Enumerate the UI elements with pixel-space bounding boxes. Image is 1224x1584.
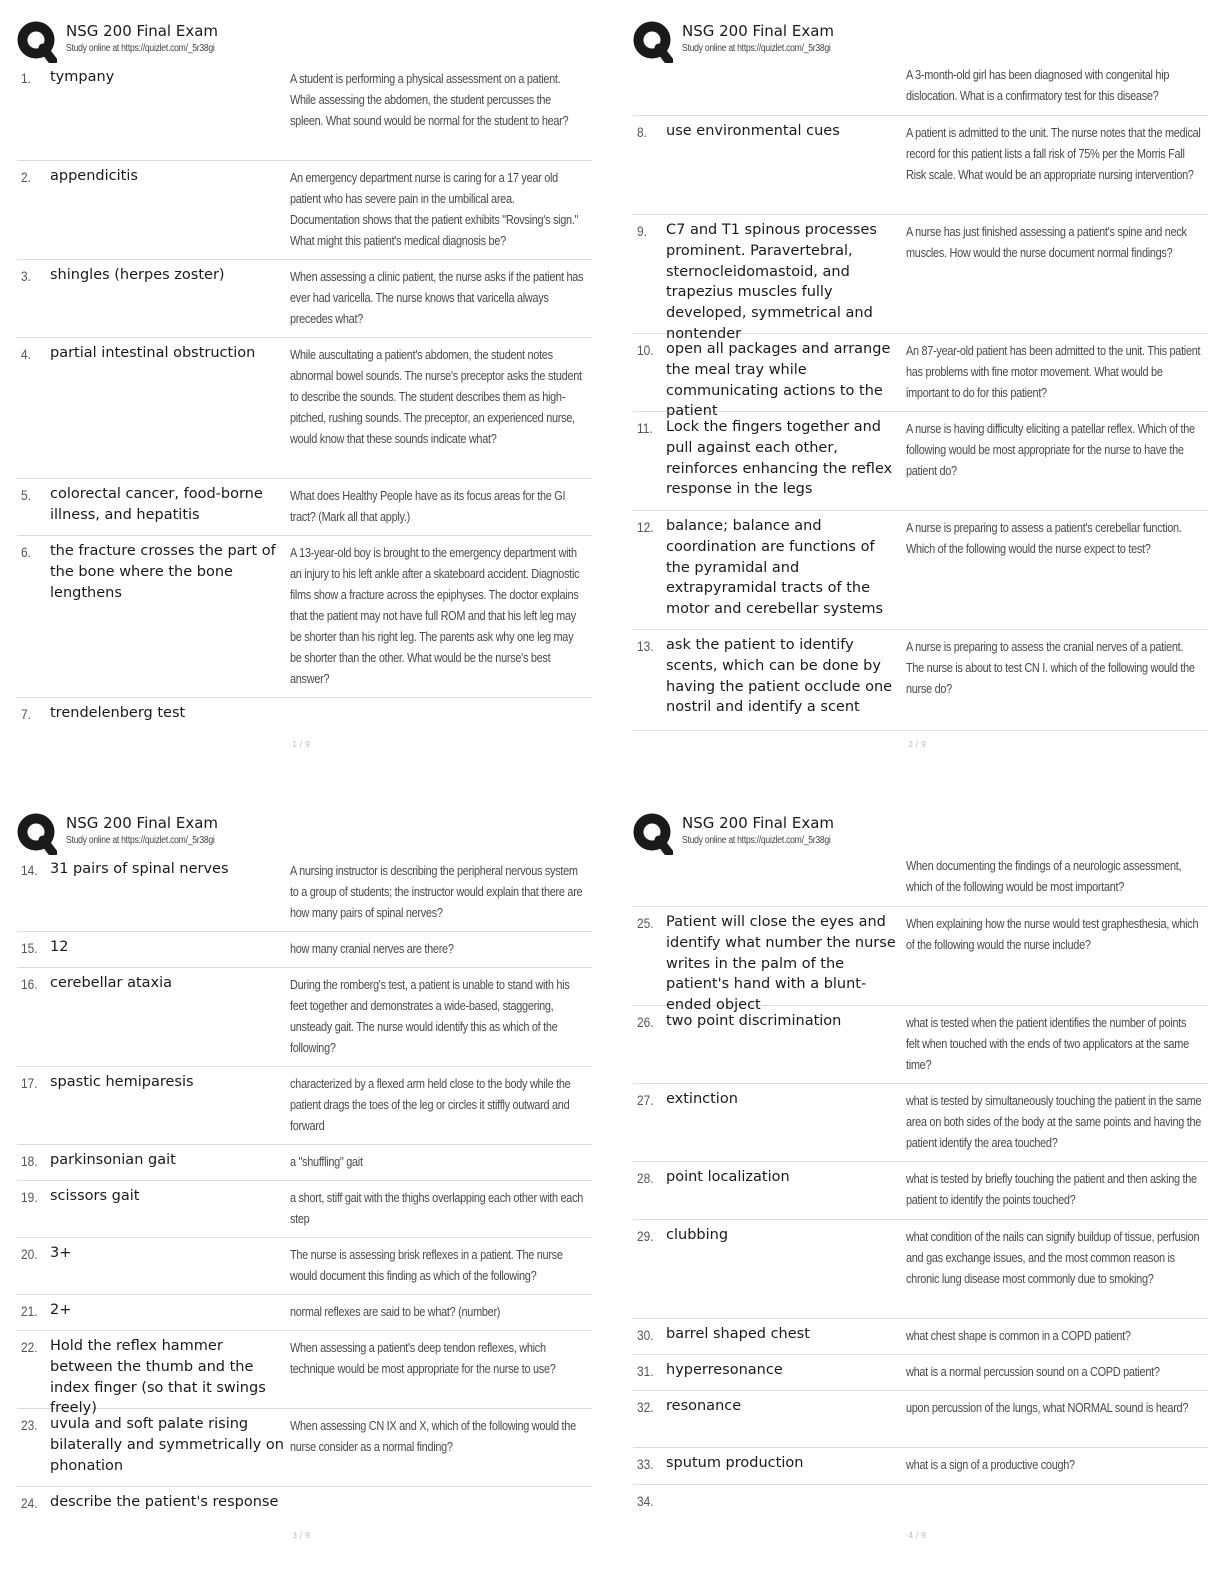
item-definition: what chest shape is common in a COPD patient?	[906, 1328, 1131, 1343]
page-2	[633, 18, 1208, 749]
item-number: 9.	[637, 223, 647, 239]
page-number: 3 / 9	[292, 1531, 310, 1540]
page-subtitle: Study online at https://quizlet.com/_5r38gi	[66, 43, 215, 54]
list-item	[633, 1355, 1208, 1391]
item-number: 19.	[21, 1189, 38, 1205]
list-item	[633, 1391, 1208, 1448]
page-header	[633, 810, 1208, 854]
page-subtitle: Study online at https://quizlet.com/_5r38gi	[66, 835, 215, 846]
item-number: 31.	[637, 1363, 654, 1379]
item-definition: upon percussion of the lungs, what NORMAL sound is heard?	[906, 1400, 1189, 1415]
item-definition: what is tested when the patient identifies the number of points felt when touched with the ends of two applicators at the same time?	[906, 1015, 1189, 1072]
item-definition: A nurse is having difficulty eliciting a patellar reflex. Which of the following would be most appropriate for the nurse to have the patient do?	[906, 421, 1195, 478]
list-item	[633, 412, 1208, 511]
item-definition: A nurse is preparing to assess the cranial nerves of a patient. The nurse is about to test CN I. which of the following would the nurse do?	[906, 639, 1195, 696]
list-item	[633, 215, 1208, 342]
list-item	[17, 1409, 592, 1487]
item-term: hyperresonance	[666, 1362, 783, 1378]
item-term: trendelenberg test	[50, 705, 186, 721]
page-subtitle: Study online at https://quizlet.com/_5r38gi	[682, 835, 831, 846]
item-definition: What does Healthy People have as its focus areas for the GI tract? (Mark all that apply.)	[290, 488, 566, 524]
item-term: 31 pairs of spinal nerves	[50, 861, 229, 877]
item-definition: A student is performing a physical assessment on a patient. While assessing the abdomen, the student percusses the spleen. What sound would be normal for the student to hear?	[290, 71, 569, 128]
item-definition: what is a sign of a productive cough?	[906, 1457, 1075, 1472]
item-definition: A patient is admitted to the unit. The nurse notes that the medical record for this patient lists a fall risk of 75% per the Morris Fall Risk scale. What would be an appropriate nursing intervention?	[906, 125, 1201, 182]
item-number: 14.	[21, 862, 38, 878]
item-number: 12.	[637, 519, 654, 535]
item-term: cerebellar ataxia	[50, 975, 173, 991]
list-item	[17, 854, 592, 932]
item-term: Patient will close the eyes and identify what number the nurse writes in the palm of the patient's hand with a blunt-ended object	[666, 914, 896, 1014]
item-term: 2+	[50, 1302, 72, 1318]
item-term: C7 and T1 spinous processes prominent. Paravertebral, sternocleidomastoid, and trapezius muscles fully developed, symmetrical and nontender	[666, 222, 877, 342]
item-number: 8.	[637, 124, 647, 140]
item-definition: When assessing a patient's deep tendon reflexes, which technique would be most appropriate for the nurse to use?	[290, 1340, 556, 1376]
item-definition: what is a normal percussion sound on a COPD patient?	[906, 1364, 1160, 1379]
item-definition: The nurse is assessing brisk reflexes in a patient. The nurse would document this finding as which of the following?	[290, 1247, 563, 1283]
item-term: describe the patient's response	[50, 1494, 279, 1510]
list-item	[633, 511, 1208, 630]
item-term: 12	[50, 939, 69, 955]
item-term: the fracture crosses the part of the bone where the bone lengthens	[50, 543, 276, 601]
item-number: 3.	[21, 268, 31, 284]
list-item	[633, 1448, 1208, 1485]
list-item	[633, 1220, 1208, 1319]
item-definition: A 13-year-old boy is brought to the emergency department with an injury to his left ankle after a skateboard accident. Diagnostic films show a fracture across the epiphyses. The doctor explains that the patient may not have full ROM and that his left leg may be shorter than his right leg. The parents ask why one leg may be shorter than the other. What would be the nurse's best answer?	[290, 545, 580, 686]
list-item	[17, 338, 592, 479]
list-item	[17, 479, 592, 536]
item-definition: A nursing instructor is describing the peripheral nervous system to a group of students; the instructor would explain that there are how many pairs of spinal nerves?	[290, 863, 583, 920]
list-item	[17, 1487, 592, 1523]
item-number: 23.	[21, 1417, 38, 1433]
page-title: NSG 200 Final Exam	[66, 814, 219, 832]
item-number: 7.	[21, 706, 31, 722]
item-term: shingles (herpes zoster)	[50, 267, 225, 283]
list-item	[633, 1084, 1208, 1162]
list-item	[633, 630, 1208, 731]
list-item	[17, 698, 592, 734]
item-term: barrel shaped chest	[666, 1326, 810, 1342]
item-definition: An 87-year-old patient has been admitted to the unit. This patient has problems with fine motor movement. What would be important to do for this patient?	[906, 343, 1201, 400]
page-title: NSG 200 Final Exam	[682, 22, 835, 40]
item-term: ask the patient to identify scents, which can be done by having the patient occlude one nostril and identify a scent	[666, 637, 893, 716]
quizlet-logo-icon	[633, 813, 673, 855]
list-item	[633, 334, 1208, 420]
item-number: 34.	[637, 1493, 654, 1509]
page-1	[17, 18, 592, 749]
list-item	[633, 854, 1208, 907]
list-item	[17, 260, 592, 338]
page-header	[633, 18, 1208, 62]
item-number: 13.	[637, 638, 654, 654]
item-definition: characterized by a flexed arm held close to the body while the patient drags the toes of the leg or circles it stiffly outward and forward	[290, 1076, 571, 1133]
item-term: uvula and soft palate rising bilaterally and symmetrically on phonation	[50, 1416, 284, 1474]
item-definition: normal reflexes are said to be what? (number)	[290, 1304, 501, 1319]
list-item	[17, 1145, 592, 1181]
page-title: NSG 200 Final Exam	[66, 22, 219, 40]
item-term: Lock the fingers together and pull against each other, reinforces enhancing the reflex response in the legs	[666, 419, 893, 498]
item-definition: While auscultating a patient's abdomen, the student notes abnormal bowel sounds. The nurse's preceptor asks the student to describe the sounds. The student describes them as high-pitched, rushing sounds. The preceptor, an experienced nurse, would know that these sounds indicate what?	[290, 347, 582, 446]
item-number: 32.	[637, 1399, 654, 1415]
item-definition: what condition of the nails can signify buildup of tissue, perfusion and gas exchange issues, and the most common reason is chronic lung disease most commonly due to smoking?	[906, 1229, 1200, 1286]
item-term: two point discrimination	[666, 1013, 842, 1029]
item-number: 18.	[21, 1153, 38, 1169]
list-item	[17, 932, 592, 968]
item-term: scissors gait	[50, 1188, 140, 1204]
item-term: open all packages and arrange the meal tray while communicating actions to the patient	[666, 341, 891, 420]
item-number: 28.	[637, 1170, 654, 1186]
item-definition: A 3-month-old girl has been diagnosed with congenital hip dislocation. What is a confirmatory test for this disease?	[906, 67, 1170, 103]
item-term: Hold the reflex hammer between the thumb and the index finger (so that it swings freely)	[50, 1338, 266, 1417]
list-item	[633, 1006, 1208, 1084]
page-number: 4 / 9	[908, 1531, 926, 1540]
list-item	[633, 907, 1208, 1014]
item-number: 20.	[21, 1246, 38, 1262]
page-number: 2 / 9	[908, 740, 926, 749]
list-item	[17, 1295, 592, 1331]
quizlet-logo-icon	[17, 813, 57, 855]
page-3	[17, 810, 592, 1540]
item-number: 2.	[21, 169, 31, 185]
list-item	[17, 536, 592, 698]
item-definition: A nurse has just finished assessing a patient's spine and neck muscles. How would the nurse document normal findings?	[906, 224, 1187, 260]
item-definition: When assessing CN IX and X, which of the following would the nurse consider as a normal finding?	[290, 1418, 576, 1454]
list-item	[17, 968, 592, 1067]
list-item	[633, 1162, 1208, 1220]
list-item	[633, 62, 1208, 116]
list-item	[17, 1067, 592, 1145]
list-item	[17, 1181, 592, 1238]
item-term: use environmental cues	[666, 123, 840, 139]
item-number: 10.	[637, 342, 654, 358]
item-number: 27.	[637, 1092, 654, 1108]
list-item	[633, 116, 1208, 215]
item-definition: what is tested by briefly touching the patient and then asking the patient to identify the points touched?	[906, 1171, 1197, 1207]
item-definition: a "shuffling" gait	[290, 1154, 363, 1169]
item-definition: When explaining how the nurse would test graphesthesia, which of the following would the nurse include?	[906, 916, 1199, 952]
list-item	[633, 1319, 1208, 1355]
item-term: resonance	[666, 1398, 742, 1414]
quizlet-logo-icon	[17, 21, 57, 63]
item-term: 3+	[50, 1245, 72, 1261]
list-item	[17, 1331, 592, 1417]
item-definition: A nurse is preparing to assess a patient's cerebellar function. Which of the following would the nurse expect to test?	[906, 520, 1182, 556]
item-term: point localization	[666, 1169, 790, 1185]
item-number: 26.	[637, 1014, 654, 1030]
item-definition: how many cranial nerves are there?	[290, 941, 454, 956]
item-definition: a short, stiff gait with the thighs overlapping each other with each step	[290, 1190, 584, 1226]
item-term: clubbing	[666, 1227, 729, 1243]
item-definition: An emergency department nurse is caring for a 17 year old patient who has severe pain in the umbilical area. Documentation shows that the patient exhibits "Rovsing's sign." What might this patient's medical diagnosis be?	[290, 170, 579, 248]
item-term: colorectal cancer, food-borne illness, and hepatitis	[50, 486, 263, 523]
page-4	[633, 810, 1208, 1540]
item-number: 29.	[637, 1228, 654, 1244]
item-definition: When documenting the findings of a neurologic assessment, which of the following would be most important?	[906, 858, 1182, 894]
list-item	[17, 161, 592, 260]
item-definition: During the romberg's test, a patient is unable to stand with his feet together and demonstrates a wide-based, staggering, unsteady gait. The nurse would identify this as which of the following?	[290, 977, 570, 1055]
page-number: 1 / 9	[292, 740, 310, 749]
item-term: balance; balance and coordination are functions of the pyramidal and extrapyramidal tracts of the motor and cerebellar systems	[666, 518, 884, 618]
item-term: sputum production	[666, 1455, 804, 1471]
item-number: 15.	[21, 940, 38, 956]
list-item	[17, 62, 592, 161]
item-term: extinction	[666, 1091, 738, 1107]
item-number: 33.	[637, 1456, 654, 1472]
item-term: partial intestinal obstruction	[50, 345, 256, 361]
item-term: tympany	[50, 69, 115, 85]
item-number: 5.	[21, 487, 31, 503]
page-header	[17, 810, 592, 854]
list-item	[633, 1485, 1208, 1521]
item-number: 17.	[21, 1075, 38, 1091]
item-number: 22.	[21, 1339, 38, 1355]
item-number: 1.	[21, 70, 31, 86]
item-term: spastic hemiparesis	[50, 1074, 194, 1090]
item-definition: what is tested by simultaneously touching the patient in the same area on both sides of the body at the same points and having the patient identify the area touched?	[906, 1093, 1202, 1150]
quizlet-logo-icon	[633, 21, 673, 63]
item-number: 21.	[21, 1303, 38, 1319]
item-term: appendicitis	[50, 168, 138, 184]
item-definition: When assessing a clinic patient, the nurse asks if the patient has ever had varicella. The nurse knows that varicella always precedes what?	[290, 269, 584, 326]
item-number: 4.	[21, 346, 31, 362]
page-title: NSG 200 Final Exam	[682, 814, 835, 832]
item-number: 25.	[637, 915, 654, 931]
item-number: 16.	[21, 976, 38, 992]
item-number: 11.	[637, 420, 653, 436]
item-number: 24.	[21, 1495, 38, 1511]
item-term: parkinsonian gait	[50, 1152, 176, 1168]
page-header	[17, 18, 592, 62]
item-number: 30.	[637, 1327, 654, 1343]
item-number: 6.	[21, 544, 31, 560]
list-item	[17, 1238, 592, 1295]
page-subtitle: Study online at https://quizlet.com/_5r38gi	[682, 43, 831, 54]
